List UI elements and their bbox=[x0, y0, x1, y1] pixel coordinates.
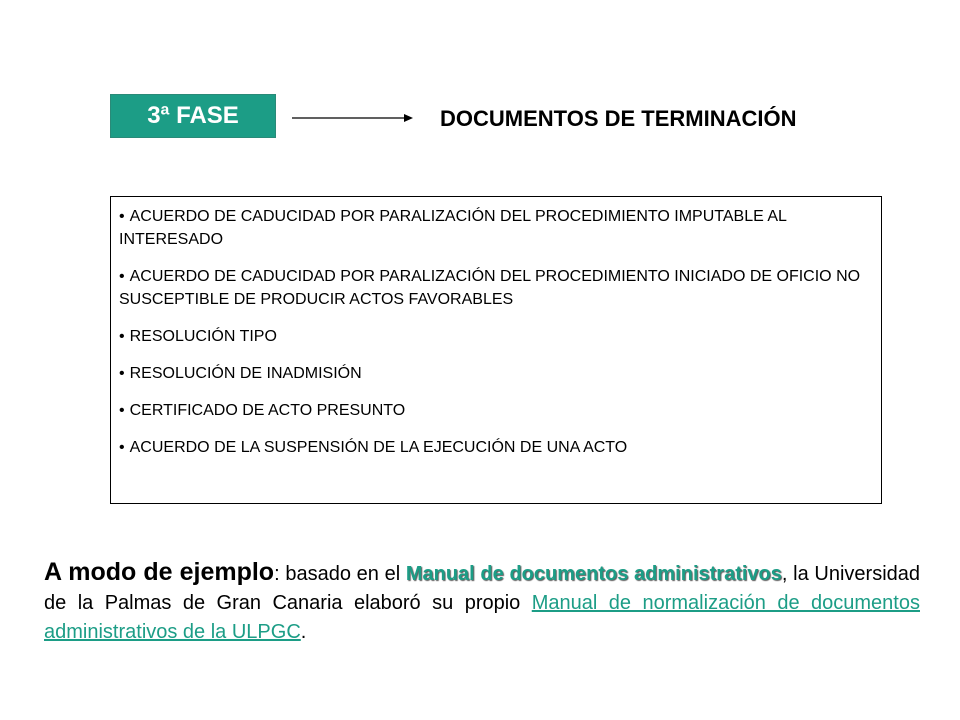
example-text-2: , la Universidad de la Palmas de Gran Canaria elaboró su propio bbox=[44, 563, 921, 614]
phase-label: 3ª FASE bbox=[147, 102, 239, 129]
example-paragraph bbox=[44, 558, 920, 647]
documents-list bbox=[119, 205, 869, 459]
list-item: • ACUERDO DE LA SUSPENSIÓN DE LA EJECUCIÓN DE UNA ACTO bbox=[119, 439, 628, 456]
documents-list-box bbox=[110, 196, 882, 504]
list-item: • CERTIFICADO DE ACTO PRESUNTO bbox=[119, 402, 406, 419]
list-item: • ACUERDO DE CADUCIDAD POR PARALIZACIÓN DEL PROCEDIMIENTO IMPUTABLE AL INTERESADO bbox=[119, 208, 787, 248]
ulpgc-manual-link[interactable]: Manual de normalización de documentos administrativos de la ULPGC bbox=[44, 592, 920, 643]
bullet-icon: • bbox=[119, 365, 125, 382]
example-text-3: . bbox=[300, 621, 307, 643]
list-item: • RESOLUCIÓN DE INADMISIÓN bbox=[119, 365, 362, 382]
list-item: • ACUERDO DE CADUCIDAD POR PARALIZACIÓN DEL PROCEDIMIENTO INICIADO DE OFICIO NO SUSCEPTIBLE DE PRODUCIR ACTOS FAVORABLES bbox=[119, 268, 861, 308]
manual-name: Manual de documentos administrativos bbox=[405, 563, 782, 585]
bullet-icon: • bbox=[119, 402, 125, 419]
arrow-right-icon bbox=[292, 110, 414, 126]
example-lead: A modo de ejemplo bbox=[44, 558, 275, 586]
bullet-icon: • bbox=[119, 328, 125, 345]
bullet-icon: • bbox=[119, 439, 125, 456]
bullet-icon: • bbox=[119, 208, 125, 225]
phase-label-box bbox=[110, 94, 276, 138]
bullet-icon: • bbox=[119, 268, 125, 285]
example-text-1: : basado en el bbox=[274, 563, 406, 585]
list-item: • RESOLUCIÓN TIPO bbox=[119, 328, 277, 345]
section-heading: DOCUMENTOS DE TERMINACIÓN bbox=[440, 106, 797, 131]
